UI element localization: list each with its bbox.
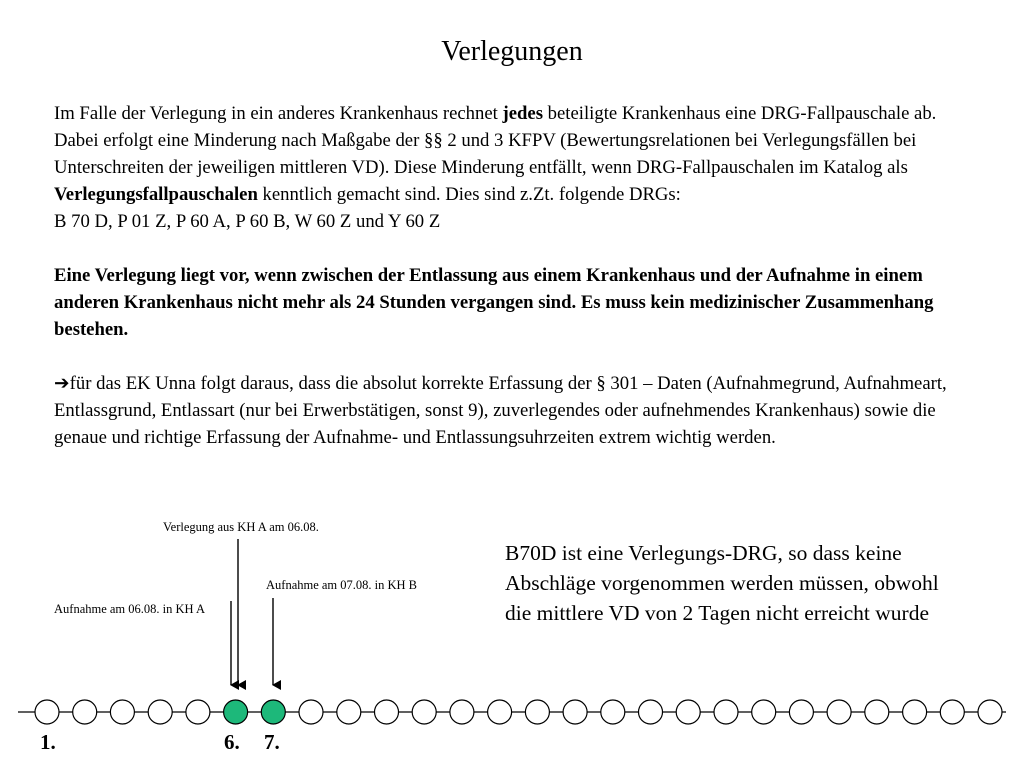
day-circle bbox=[299, 700, 323, 724]
day-circle bbox=[940, 700, 964, 724]
day-label-6: 6. bbox=[224, 730, 240, 754]
day-circle bbox=[35, 700, 59, 724]
day-circle bbox=[148, 700, 172, 724]
day-circle bbox=[714, 700, 738, 724]
day-circle bbox=[337, 700, 361, 724]
day-circle-highlighted bbox=[261, 700, 285, 724]
day-circle-highlighted bbox=[224, 700, 248, 724]
label-transfer-kh-a: Verlegung aus KH A am 06.08. bbox=[163, 520, 319, 534]
arrow-right-icon: ➔ bbox=[54, 373, 70, 394]
label-admission-kh-b: Aufnahme am 07.08. in KH B bbox=[266, 578, 418, 592]
drg-list: B 70 D, P 01 Z, P 60 A, P 60 B, W 60 Z und Y 60 Z bbox=[54, 211, 441, 232]
day-circle bbox=[752, 700, 776, 724]
paragraph1-part3: kenntlich gemacht sind. Dies sind z.Zt. folgende DRGs: bbox=[257, 184, 681, 205]
day-circle bbox=[676, 700, 700, 724]
day-circle bbox=[186, 700, 210, 724]
paragraph1-part1: Im Falle der Verlegung in ein anderes Krankenhaus rechnet bbox=[54, 103, 503, 124]
day-circle bbox=[639, 700, 663, 724]
day-circle bbox=[601, 700, 625, 724]
day-label-7: 7. bbox=[264, 730, 280, 754]
day-circle bbox=[488, 700, 512, 724]
day-circle bbox=[450, 700, 474, 724]
note-b70d: B70D ist eine Verlegungs-DRG, so dass keine Abschläge vorgenommen werden müssen, obwohl die mittlere VD von 2 Tagen nicht erreicht wurde bbox=[505, 541, 939, 625]
page-title: Verlegungen bbox=[441, 36, 583, 67]
day-circle bbox=[789, 700, 813, 724]
day-circle bbox=[412, 700, 436, 724]
day-circle bbox=[73, 700, 97, 724]
day-circle bbox=[865, 700, 889, 724]
day-label-1: 1. bbox=[40, 730, 56, 754]
consequence-text: für das EK Unna folgt daraus, dass die absolut korrekte Erfassung der § 301 – Daten (Aufnahmegrund, Aufnahmeart, Entlassgrund, Entlassart (nur bei Erwerbstätigen, sonst 9), zuverlegendes oder aufnehmendes Krankenhaus) sowie die genaue und richtige Erfassung der Aufnahme- und Entlassungsuhrzeiten extrem wichtig werden. bbox=[54, 373, 947, 448]
day-circle bbox=[525, 700, 549, 724]
paragraph1-part2: beteiligte Krankenhaus eine DRG-Fallpauschale ab. Dabei erfolgt eine Minderung nach Maßgabe der §§ 2 und 3 KFPV (Bewertungsrelationen bei Verlegungsfällen bei Unterschreiten der jeweiligen mittleren VD). Diese Minderung entfällt, wenn DRG-Fallpauschalen im Katalog als bbox=[54, 103, 937, 178]
definition-bold-text: Eine Verlegung liegt vor, wenn zwischen der Entlassung aus einem Krankenhaus und der Aufnahme in einem anderen Krankenhaus nicht mehr als 24 Stunden vergangen sind. Es muss kein medizinischer Zusammenhang bestehen. bbox=[54, 265, 934, 340]
paragraph1-bold-jedes: jedes bbox=[502, 103, 543, 124]
label-admission-kh-a: Aufnahme am 06.08. in KH A bbox=[54, 602, 206, 616]
day-circle bbox=[375, 700, 399, 724]
day-circle bbox=[110, 700, 134, 724]
day-circle bbox=[563, 700, 587, 724]
paragraph1-bold-fallpauschalen: Verlegungsfallpauschalen bbox=[54, 184, 258, 205]
day-circle bbox=[978, 700, 1002, 724]
day-circle bbox=[903, 700, 927, 724]
day-circle bbox=[827, 700, 851, 724]
